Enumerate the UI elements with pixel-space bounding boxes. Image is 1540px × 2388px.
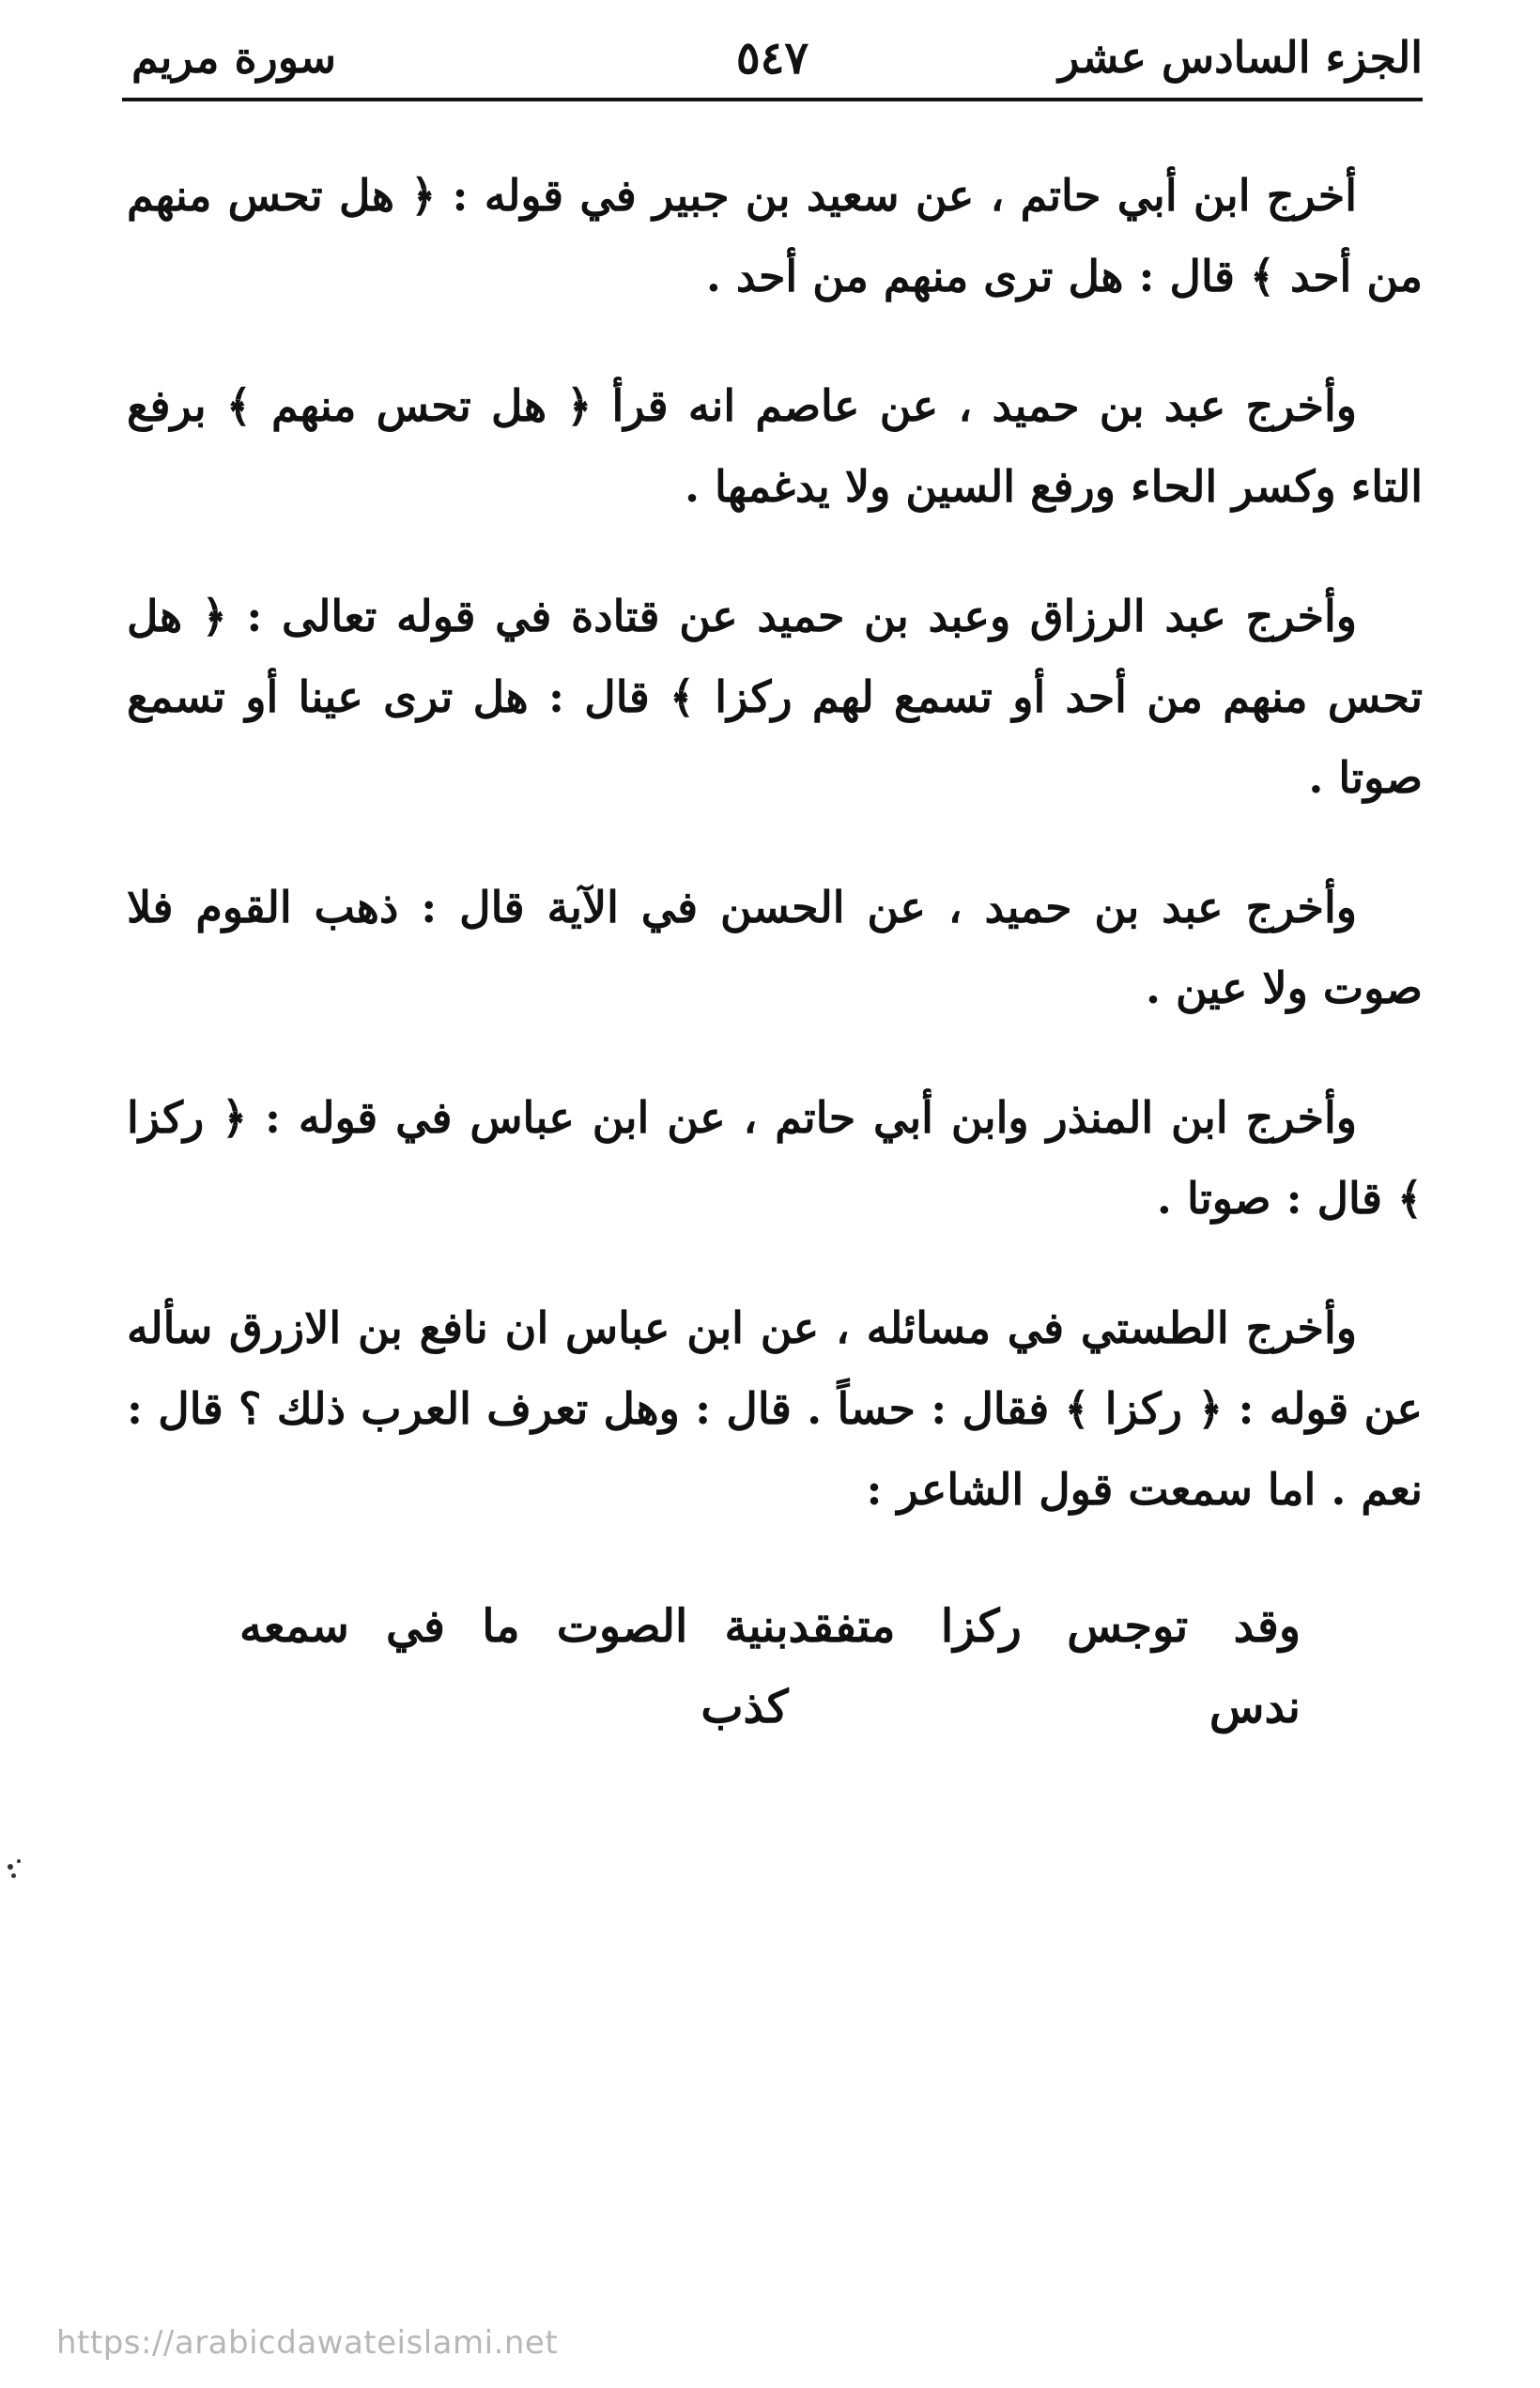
paragraph-3: وأخرج عبد الرزاق وعبد بن حميد عن قتادة في قوله تعالى : ﴿ هل تحس منهم من أحد أو تسمع لهم ركزا ﴾ قال : هل ترى عينا أو تسمع صوتا . — [127, 591, 1423, 803]
page-header — [122, 19, 1423, 94]
verse-second-hemistich: بنية الصوت ما في سمعه كذب — [239, 1600, 789, 1733]
paragraph-5: وأخرج ابن المنذر وابن أبي حاتم ، عن ابن عباس في قوله : ﴿ ركزا ﴾ قال : صوتا . — [127, 1092, 1423, 1224]
paragraph-4: وأخرج عبد بن حميد ، عن الحسن في الآية قال : ذهب القوم فلا صوت ولا عين . — [127, 882, 1423, 1013]
paragraph-1: أخرج ابن أبي حاتم ، عن سعيد بن جبير في قوله : ﴿ هل تحس منهم من أحد ﴾ قال : هل ترى منهم من أحد . — [127, 170, 1423, 301]
paragraph-6: وأخرج الطستي في مسائله ، عن ابن عباس ان نافع بن الازرق سأله عن قوله : ﴿ ركزا ﴾ فقال : حساً . قال : وهل تعرف العرب ذلك ؟ قال : نعم . اما سمعت قول الشاعر : — [127, 1302, 1423, 1515]
header-divider — [122, 98, 1423, 101]
header-surah: سورة مريم — [131, 32, 337, 83]
paragraph-2: وأخرج عبد بن حميد ، عن عاصم انه قرأ ﴿ هل تحس منهم ﴾ برفع التاء وكسر الحاء ورفع السين ولا يدغمها . — [127, 380, 1423, 512]
scan-speck — [17, 1859, 21, 1863]
verse-first-hemistich: وقد توجس ركزا متفقد ندس — [788, 1600, 1301, 1733]
poetry-verse — [127, 1586, 1423, 1748]
scan-speck — [11, 1873, 16, 1878]
header-part: الجزء السادس عشر — [1058, 32, 1423, 83]
page-number: ٥٤٧ — [735, 32, 809, 85]
watermark-link[interactable]: https://arabicdawateislami.net — [56, 2324, 559, 2362]
page-body — [127, 155, 1423, 1748]
scan-speck — [8, 1864, 13, 1870]
